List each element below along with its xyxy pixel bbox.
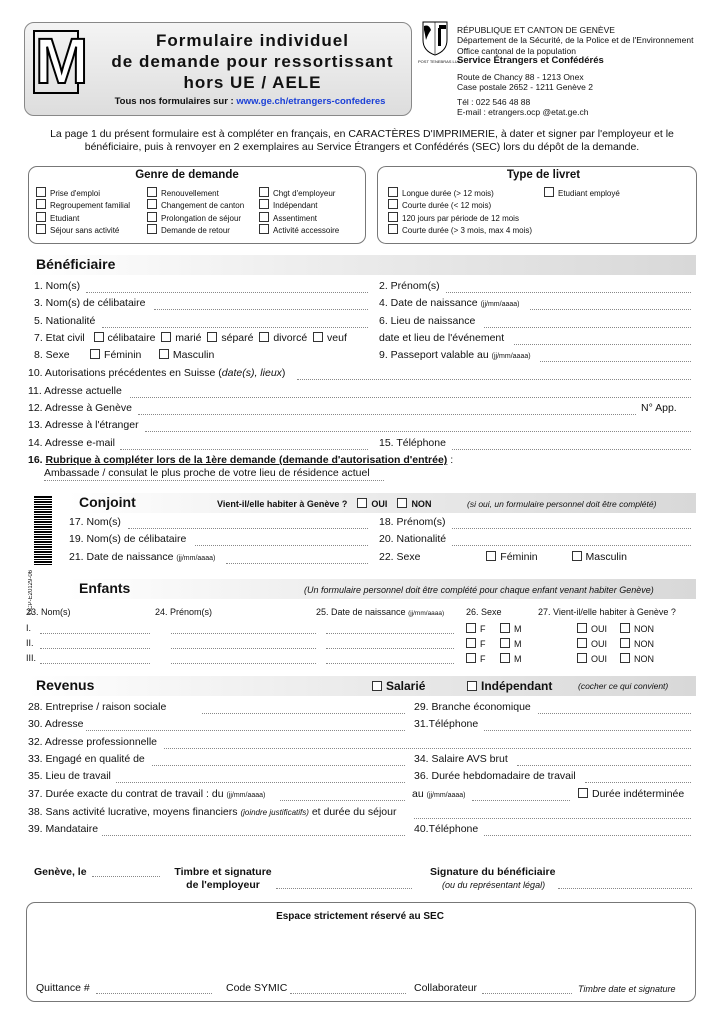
adresse-etranger-field[interactable]: [145, 431, 691, 432]
checkbox-oui[interactable]: [577, 653, 587, 663]
autorisations-field[interactable]: [297, 379, 691, 380]
adresse-geneve-field[interactable]: [138, 414, 636, 415]
checkbox-independant[interactable]: [467, 681, 477, 691]
label-geneve-le: Genève, le: [34, 866, 87, 878]
section-bar-beneficiaire: [28, 255, 696, 275]
label-mandataire-telephone: 40.Téléphone: [414, 823, 479, 835]
conjoint-celibataire-field[interactable]: [195, 545, 368, 546]
label-sans-activite: 38. Sans activité lucrative, moyens financiers (joindre justificatifs) et durée du séjour: [28, 806, 397, 818]
checkbox[interactable]: [36, 224, 46, 234]
etat-civil-row: 7. Etat civil célibataire marié séparé divorcé veuf: [34, 332, 347, 344]
genre-option[interactable]: Renouvellement: [147, 187, 244, 199]
authority-address: RÉPUBLIQUE ET CANTON DE GENÈVE Département de la Sécurité, de la Police et de l'Environnement Office cantonal de la population Service Étrangers et Confédérés Route de Chancy 88 - 1213 Onex Case postale 2652 - 1211 Genève 2 Tél : 022 546 48 88 E-mail : etrangers.ocp @etat.ge.ch: [457, 25, 694, 118]
genre-option[interactable]: Prolongation de séjour: [147, 212, 244, 224]
genre-option[interactable]: Regroupement familial: [36, 199, 130, 211]
adresse-pro-field[interactable]: [164, 748, 691, 749]
conjoint-nom-field[interactable]: [128, 528, 368, 529]
enfant-naissance-field[interactable]: [326, 648, 454, 649]
checkbox[interactable]: [147, 224, 157, 234]
col-enfant-vient: 27. Vient-il/elle habiter à Genève ?: [538, 607, 676, 617]
col-enfant-naissance: 25. Date de naissance (jj/mm/aaaa): [316, 607, 445, 617]
genre-option[interactable]: Séjour sans activité: [36, 224, 130, 236]
label-signature-beneficiaire: Signature du bénéficiaire: [430, 866, 556, 878]
conjoint-note: (si oui, un formulaire personnel doit être complété): [467, 499, 657, 509]
duree-indeterminee-option[interactable]: Durée indéterminée: [578, 788, 684, 800]
side-form-code: OCP-E20129-06: [28, 570, 34, 615]
checkbox-m[interactable]: [500, 638, 510, 648]
collaborateur-field[interactable]: [482, 993, 572, 994]
checkbox-oui[interactable]: [577, 638, 587, 648]
label-naissance: 4. Date de naissance (jj/mm/aaaa): [379, 297, 520, 309]
entreprise-telephone-field[interactable]: [484, 730, 691, 731]
checkbox[interactable]: [147, 212, 157, 222]
telephone-field[interactable]: [452, 449, 691, 450]
revenus-note: (cocher ce qui convient): [578, 681, 669, 691]
checkbox-non[interactable]: [620, 638, 630, 648]
nom-field[interactable]: [86, 292, 368, 293]
adresse-actuelle-field[interactable]: [130, 397, 691, 398]
col-enfant-nom: 23. Nom(s): [26, 607, 71, 617]
sans-activite-field[interactable]: [414, 818, 691, 819]
checkbox[interactable]: [259, 224, 269, 234]
label-email: 14. Adresse e-mail: [28, 437, 115, 449]
label-nom: 1. Nom(s): [34, 280, 81, 292]
checkbox[interactable]: [388, 187, 398, 197]
checkbox[interactable]: [36, 199, 46, 209]
section-title-enfants: Enfants: [79, 580, 131, 596]
checkbox[interactable]: [544, 187, 554, 197]
barcode: [34, 495, 52, 565]
date-evenement-field[interactable]: [514, 344, 691, 345]
checkbox-masculin[interactable]: [159, 349, 169, 359]
genre-option[interactable]: Chgt d'employeur: [259, 187, 339, 199]
label-representant: (ou du représentant légal): [442, 880, 546, 890]
livret-option[interactable]: Etudiant employé: [544, 187, 620, 198]
quittance-field[interactable]: [96, 993, 212, 994]
checkbox[interactable]: [147, 199, 157, 209]
label-quittance: Quittance #: [36, 982, 90, 994]
genre-col3: [259, 187, 339, 236]
prenom-field[interactable]: [446, 292, 691, 293]
genre-title: Genre de demande: [135, 169, 239, 181]
label-adresse-etranger: 13. Adresse à l'étranger: [28, 419, 139, 431]
checkbox-m[interactable]: [500, 653, 510, 663]
passeport-field[interactable]: [540, 361, 691, 362]
qualite-field[interactable]: [152, 765, 405, 766]
genre-option[interactable]: Prise d'emploi: [36, 187, 130, 199]
checkbox-salarie[interactable]: [372, 681, 382, 691]
label-adresse-actuelle: 11. Adresse actuelle: [28, 385, 122, 397]
genre-option[interactable]: Changement de canton: [147, 199, 244, 211]
label-mandataire: 39. Mandataire: [28, 823, 99, 835]
independant-option[interactable]: Indépendant: [467, 679, 552, 693]
label-lieu-travail: 35. Lieu de travail: [28, 770, 111, 782]
checkbox-f[interactable]: [466, 653, 476, 663]
checkbox-f[interactable]: [466, 623, 476, 633]
label-timbre-sec: Timbre date et signature: [578, 984, 676, 994]
checkbox[interactable]: [36, 212, 46, 222]
label-entreprise: 28. Entreprise / raison sociale: [28, 701, 167, 713]
label-prenom: 2. Prénom(s): [379, 280, 440, 292]
form-letter: M: [35, 25, 89, 97]
label-conjoint-prenom: 18. Prénom(s): [379, 516, 446, 528]
label-autorisations: 10. Autorisations précédentes en Suisse (date(s), lieux): [28, 367, 286, 379]
checkbox[interactable]: [259, 212, 269, 222]
label-passeport: 9. Passeport valable au (jj/mm/aaaa): [379, 349, 531, 361]
label-date-evenement: date et lieu de l'événement: [379, 332, 505, 344]
lieu-naissance-field[interactable]: [484, 327, 691, 328]
branche-field[interactable]: [538, 713, 691, 714]
label-adresse-geneve: 12. Adresse à Genève: [28, 402, 132, 414]
entreprise-field[interactable]: [202, 713, 405, 714]
livret-option[interactable]: Courte durée (> 3 mois, max 4 mois): [388, 224, 532, 236]
checkbox[interactable]: [147, 187, 157, 197]
form-title: Formulaire individuel de demande pour ressortissant hors UE / AELE: [111, 31, 394, 92]
checkbox-feminin[interactable]: [90, 349, 100, 359]
checkbox[interactable]: [36, 187, 46, 197]
checkbox[interactable]: [388, 224, 398, 234]
genre-option[interactable]: Activité accessoire: [259, 224, 339, 236]
label-telephone: 15. Téléphone: [379, 437, 446, 449]
checkbox-duree-indeterminee[interactable]: [578, 788, 588, 798]
label-rubrique-16: 16. Rubrique à compléter lors de la 1ère demande (demande d'autorisation d'entrée) :: [28, 454, 454, 466]
duree-hebdo-field[interactable]: [585, 782, 691, 783]
checkbox[interactable]: [388, 199, 398, 209]
col-enfant-prenom: 24. Prénom(s): [155, 607, 213, 617]
label-ambassade: Ambassade / consulat le plus proche de votre lieu de résidence actuel: [44, 467, 370, 479]
section-title-conjoint: Conjoint: [79, 494, 136, 510]
livret-option[interactable]: Courte durée (< 12 mois): [388, 199, 532, 211]
label-salaire: 34. Salaire AVS brut: [414, 753, 508, 765]
label-duree-contrat: 37. Durée exacte du contrat de travail : du (jj/mm/aaaa): [28, 788, 266, 800]
contrat-fin-field[interactable]: [472, 800, 570, 801]
forms-link[interactable]: www.ge.ch/etrangers-confederes: [236, 96, 386, 107]
checkbox-feminin[interactable]: [486, 551, 496, 561]
checkbox[interactable]: [259, 187, 269, 197]
nationalite-field[interactable]: [102, 327, 368, 328]
symic-field[interactable]: [290, 993, 406, 994]
genre-option[interactable]: Demande de retour: [147, 224, 244, 236]
conjoint-nationalite-field[interactable]: [452, 545, 691, 546]
label-conjoint-nationalite: 20. Nationalité: [379, 533, 447, 545]
enfant-nom-field[interactable]: [40, 663, 150, 664]
genre-col2: [147, 187, 244, 236]
mandataire-field[interactable]: [102, 835, 405, 836]
checkbox-veuf[interactable]: [313, 332, 323, 342]
mandataire-telephone-field[interactable]: [484, 835, 691, 836]
intro-text: La page 1 du présent formulaire est à compléter en français, en CARACTÈRES D'IMPRIMERIE, à dater et signer par l'employeur et le bénéficiaire, puis à renvoyer en 2 exemplaires au Service Étrangers et Confédérés (SEC) lors du dépôt de la demande.: [50, 128, 674, 153]
entreprise-adresse-field[interactable]: [86, 730, 405, 731]
enfant-prenom-field[interactable]: [171, 648, 316, 649]
livret-option[interactable]: Longue durée (> 12 mois): [388, 187, 532, 199]
signature-employeur-field[interactable]: [276, 888, 412, 889]
checkbox-oui[interactable]: [357, 498, 367, 508]
forms-link-line: Tous nos formulaires sur : www.ge.ch/etrangers-confederes: [114, 96, 386, 107]
label-conjoint-nom: 17. Nom(s): [69, 516, 121, 528]
label-branche: 29. Branche économique: [414, 701, 531, 713]
checkbox-marie[interactable]: [161, 332, 171, 342]
lieu-travail-field[interactable]: [116, 782, 405, 783]
ambassade-field[interactable]: [44, 480, 384, 481]
enfant-naissance-field[interactable]: [326, 633, 454, 634]
checkbox-divorce[interactable]: [259, 332, 269, 342]
genre-col1: [36, 187, 130, 236]
col-enfant-sexe: 26. Sexe: [466, 607, 502, 617]
label-collaborateur: Collaborateur: [414, 982, 478, 994]
nom-celibataire-field[interactable]: [154, 309, 368, 310]
label-code-symic: Code SYMIC: [226, 982, 288, 994]
conjoint-sexe-row: 22. Sexe Féminin Masculin: [379, 551, 627, 563]
enfant-prenom-field[interactable]: [171, 663, 316, 664]
sec-title: Espace strictement réservé au SEC: [276, 911, 444, 922]
label-adresse-pro: 32. Adresse professionnelle: [28, 736, 157, 748]
label-duree-hebdo: 36. Durée hebdomadaire de travail: [414, 770, 576, 782]
checkbox-f[interactable]: [466, 638, 476, 648]
label-qualite: 33. Engagé en qualité de: [28, 753, 145, 765]
conjoint-prenom-field[interactable]: [452, 528, 691, 529]
enfant-prenom-field[interactable]: [171, 633, 316, 634]
label-conjoint-celibataire: 19. Nom(s) de célibataire: [69, 533, 187, 545]
checkbox-celibataire[interactable]: [94, 332, 104, 342]
geneva-crest-icon: [420, 20, 450, 56]
section-title-revenus: Revenus: [36, 677, 95, 693]
label-no-app: N° App.: [641, 402, 677, 414]
label-contrat-fin: au (jj/mm/aaaa): [412, 788, 466, 800]
salaire-field[interactable]: [517, 765, 691, 766]
enfant-naissance-field[interactable]: [326, 663, 454, 664]
signature-beneficiaire-field[interactable]: [558, 888, 692, 889]
livret-col1: [388, 187, 532, 236]
label-entreprise-adresse: 30. Adresse: [28, 718, 84, 730]
email-field[interactable]: [120, 449, 368, 450]
livret-title: Type de livret: [506, 169, 581, 181]
naissance-field[interactable]: [530, 309, 691, 310]
label-entreprise-telephone: 31.Téléphone: [414, 718, 479, 730]
label-nationalite: 5. Nationalité: [34, 315, 96, 327]
label-lieu-naissance: 6. Lieu de naissance: [379, 315, 476, 327]
label-conjoint-naissance: 21. Date de naissance (jj/mm/aaaa): [69, 551, 216, 563]
livret-option[interactable]: 120 jours par période de 12 mois: [388, 212, 532, 224]
checkbox-m[interactable]: [500, 623, 510, 633]
genre-option[interactable]: Etudiant: [36, 212, 130, 224]
genre-option[interactable]: Assentiment: [259, 212, 339, 224]
checkbox[interactable]: [388, 212, 398, 222]
contrat-debut-field[interactable]: [280, 800, 405, 801]
crest-caption: POST TENEBRAS LUX: [418, 59, 461, 64]
enfant-nom-field[interactable]: [40, 648, 150, 649]
conjoint-naissance-field[interactable]: [226, 563, 368, 564]
label-nom-celibataire: 3. Nom(s) de célibataire: [34, 297, 146, 309]
checkbox[interactable]: [259, 199, 269, 209]
label-timbre-employeur: Timbre et signature de l'employeur: [174, 866, 272, 891]
enfants-note: (Un formulaire personnel doit être complété pour chaque enfant venant habiter Genève): [304, 585, 654, 595]
sexe-row: 8. Sexe Féminin Masculin: [34, 349, 215, 361]
checkbox-non[interactable]: [397, 498, 407, 508]
conjoint-question-row: Vient-il/elle habiter à Genève ? OUI NON: [217, 499, 432, 509]
checkbox-masculin[interactable]: [572, 551, 582, 561]
section-title-beneficiaire: Bénéficiaire: [36, 256, 116, 272]
checkbox-non[interactable]: [620, 653, 630, 663]
checkbox-separe[interactable]: [207, 332, 217, 342]
genre-option[interactable]: Indépendant: [259, 199, 339, 211]
salarie-option[interactable]: Salarié: [372, 679, 425, 693]
checkbox-non[interactable]: [620, 623, 630, 633]
enfant-nom-field[interactable]: [40, 633, 150, 634]
checkbox-oui[interactable]: [577, 623, 587, 633]
date-signature-field[interactable]: [92, 876, 160, 877]
